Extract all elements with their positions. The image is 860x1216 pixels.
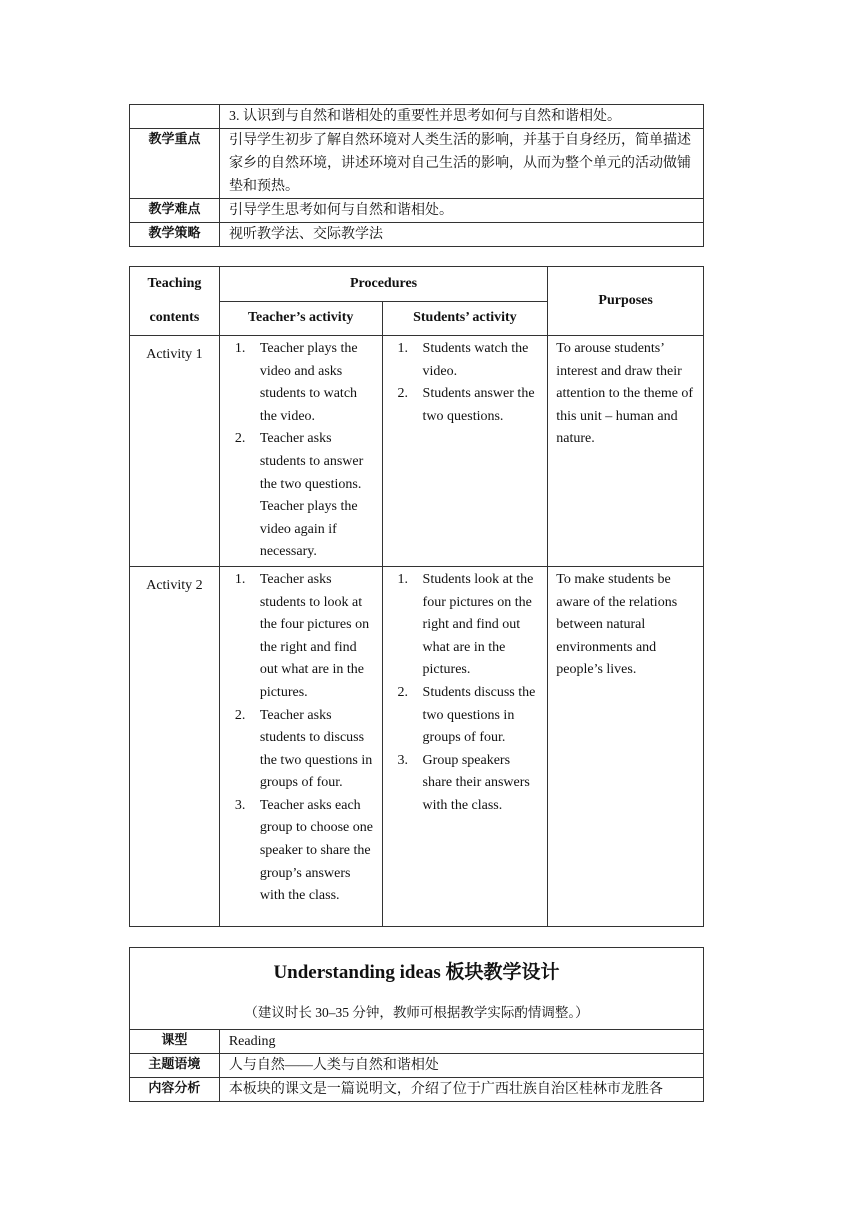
table-row xyxy=(130,1078,704,1102)
item-number: 3. xyxy=(234,797,246,813)
list-item xyxy=(226,569,376,705)
list-item xyxy=(389,383,542,428)
header-line: Teaching xyxy=(147,276,202,291)
item-number: 2. xyxy=(397,386,409,402)
row-label: 教学重点 xyxy=(130,129,220,199)
list-item xyxy=(389,682,542,750)
item-text: Group speakers share their answers with the class. xyxy=(422,752,530,813)
procedures-table xyxy=(129,266,704,927)
item-number: 2. xyxy=(234,431,246,447)
item-text: Students watch the video. xyxy=(422,341,529,379)
lesson-design-table xyxy=(129,947,704,1102)
list-item xyxy=(226,428,376,564)
list-item xyxy=(226,705,376,795)
teaching-contents-header xyxy=(130,267,220,336)
purposes-header: Purposes xyxy=(548,267,704,336)
row-text: Reading xyxy=(219,1030,703,1054)
list-item xyxy=(389,750,542,818)
section-subtitle: （建议时长 30–35 分钟，教师可根据教学实际酌情调整。） xyxy=(244,1005,589,1020)
list-item xyxy=(389,569,542,682)
procedures-header: Procedures xyxy=(219,267,547,302)
activity-label: Activity 2 xyxy=(130,566,220,926)
row-text: 人与自然——人类与自然和谐相处 xyxy=(219,1054,703,1078)
objectives-table xyxy=(129,104,704,247)
students-activity-header: Students’ activity xyxy=(382,301,548,336)
list-item xyxy=(226,795,376,908)
list-item xyxy=(226,338,376,428)
row-label: 教学策略 xyxy=(130,223,220,247)
item-number: 1. xyxy=(397,571,409,587)
row-text: 引导学生初步了解自然环境对人类生活的影响，并基于自身经历，简单描述家乡的自然环境，讲述环境对自己生活的影响，从而为整个单元的活动做铺垫和预热。 xyxy=(220,129,704,199)
teacher-activity-cell xyxy=(219,566,382,926)
step-list xyxy=(226,569,376,908)
item-text: Students look at the four pictures on the right and find out what are in the pictures. xyxy=(422,571,534,678)
step-list xyxy=(389,338,542,428)
table-header-row xyxy=(130,267,704,302)
item-text: Teacher plays the video and asks students to watch the video. xyxy=(259,341,358,424)
table-row xyxy=(130,336,704,567)
row-label xyxy=(130,105,220,129)
item-text: Teacher asks students to discuss the two questions in groups of four. xyxy=(259,707,373,791)
row-label: 主题语境 xyxy=(130,1054,220,1078)
item-number: 1. xyxy=(397,341,409,356)
row-label: 内容分析 xyxy=(130,1078,220,1102)
item-text: Students discuss the two questions in groups of four. xyxy=(422,684,536,746)
header-line: contents xyxy=(149,310,200,325)
step-list xyxy=(226,338,376,564)
table-row xyxy=(130,1054,704,1078)
item-text: Students answer the two questions. xyxy=(422,386,535,424)
item-text: Teacher asks each group to choose one speaker to share the group’s answers with the class. xyxy=(259,797,373,904)
students-activity-cell xyxy=(382,336,548,567)
item-text: Teacher asks students to look at the four pictures on the right and find out what are in the pictures. xyxy=(259,571,370,700)
students-activity-cell xyxy=(382,566,548,926)
item-number: 1. xyxy=(234,341,246,356)
table-row xyxy=(130,199,704,223)
step-list xyxy=(389,569,542,818)
item-number: 2. xyxy=(234,707,246,723)
table-row xyxy=(130,105,704,129)
item-number: 3. xyxy=(397,752,409,768)
item-number: 2. xyxy=(397,684,409,700)
title-cell xyxy=(130,948,704,1030)
row-label: 教学难点 xyxy=(130,199,220,223)
title-row xyxy=(130,948,704,1030)
table-row xyxy=(130,223,704,247)
teacher-activity-header: Teacher’s activity xyxy=(219,301,382,336)
row-label: 课型 xyxy=(130,1030,220,1054)
purpose-cell: To make students be aware of the relations between natural environments and people’s lives. xyxy=(548,566,704,926)
row-text: 本板块的课文是一篇说明文，介绍了位于广西壮族自治区桂林市龙胜各 xyxy=(219,1078,703,1102)
section-title: Understanding ideas 板块教学设计 xyxy=(273,962,560,983)
teacher-activity-cell xyxy=(219,336,382,567)
activity-label: Activity 1 xyxy=(130,336,220,567)
row-text: 3. 认识到与自然和谐相处的重要性并思考如何与自然和谐相处。 xyxy=(220,105,704,129)
table-row xyxy=(130,566,704,926)
table-row xyxy=(130,129,704,199)
purpose-cell: To arouse students’ interest and draw their attention to the theme of this unit – human and nature. xyxy=(548,336,704,567)
row-text: 视听教学法、交际教学法 xyxy=(220,223,704,247)
table-row xyxy=(130,1030,704,1054)
list-item xyxy=(389,338,542,383)
row-text: 引导学生思考如何与自然和谐相处。 xyxy=(220,199,704,223)
item-text: Teacher asks students to answer the two questions. Teacher plays the video again if necessary. xyxy=(259,431,364,560)
item-number: 1. xyxy=(234,571,246,587)
